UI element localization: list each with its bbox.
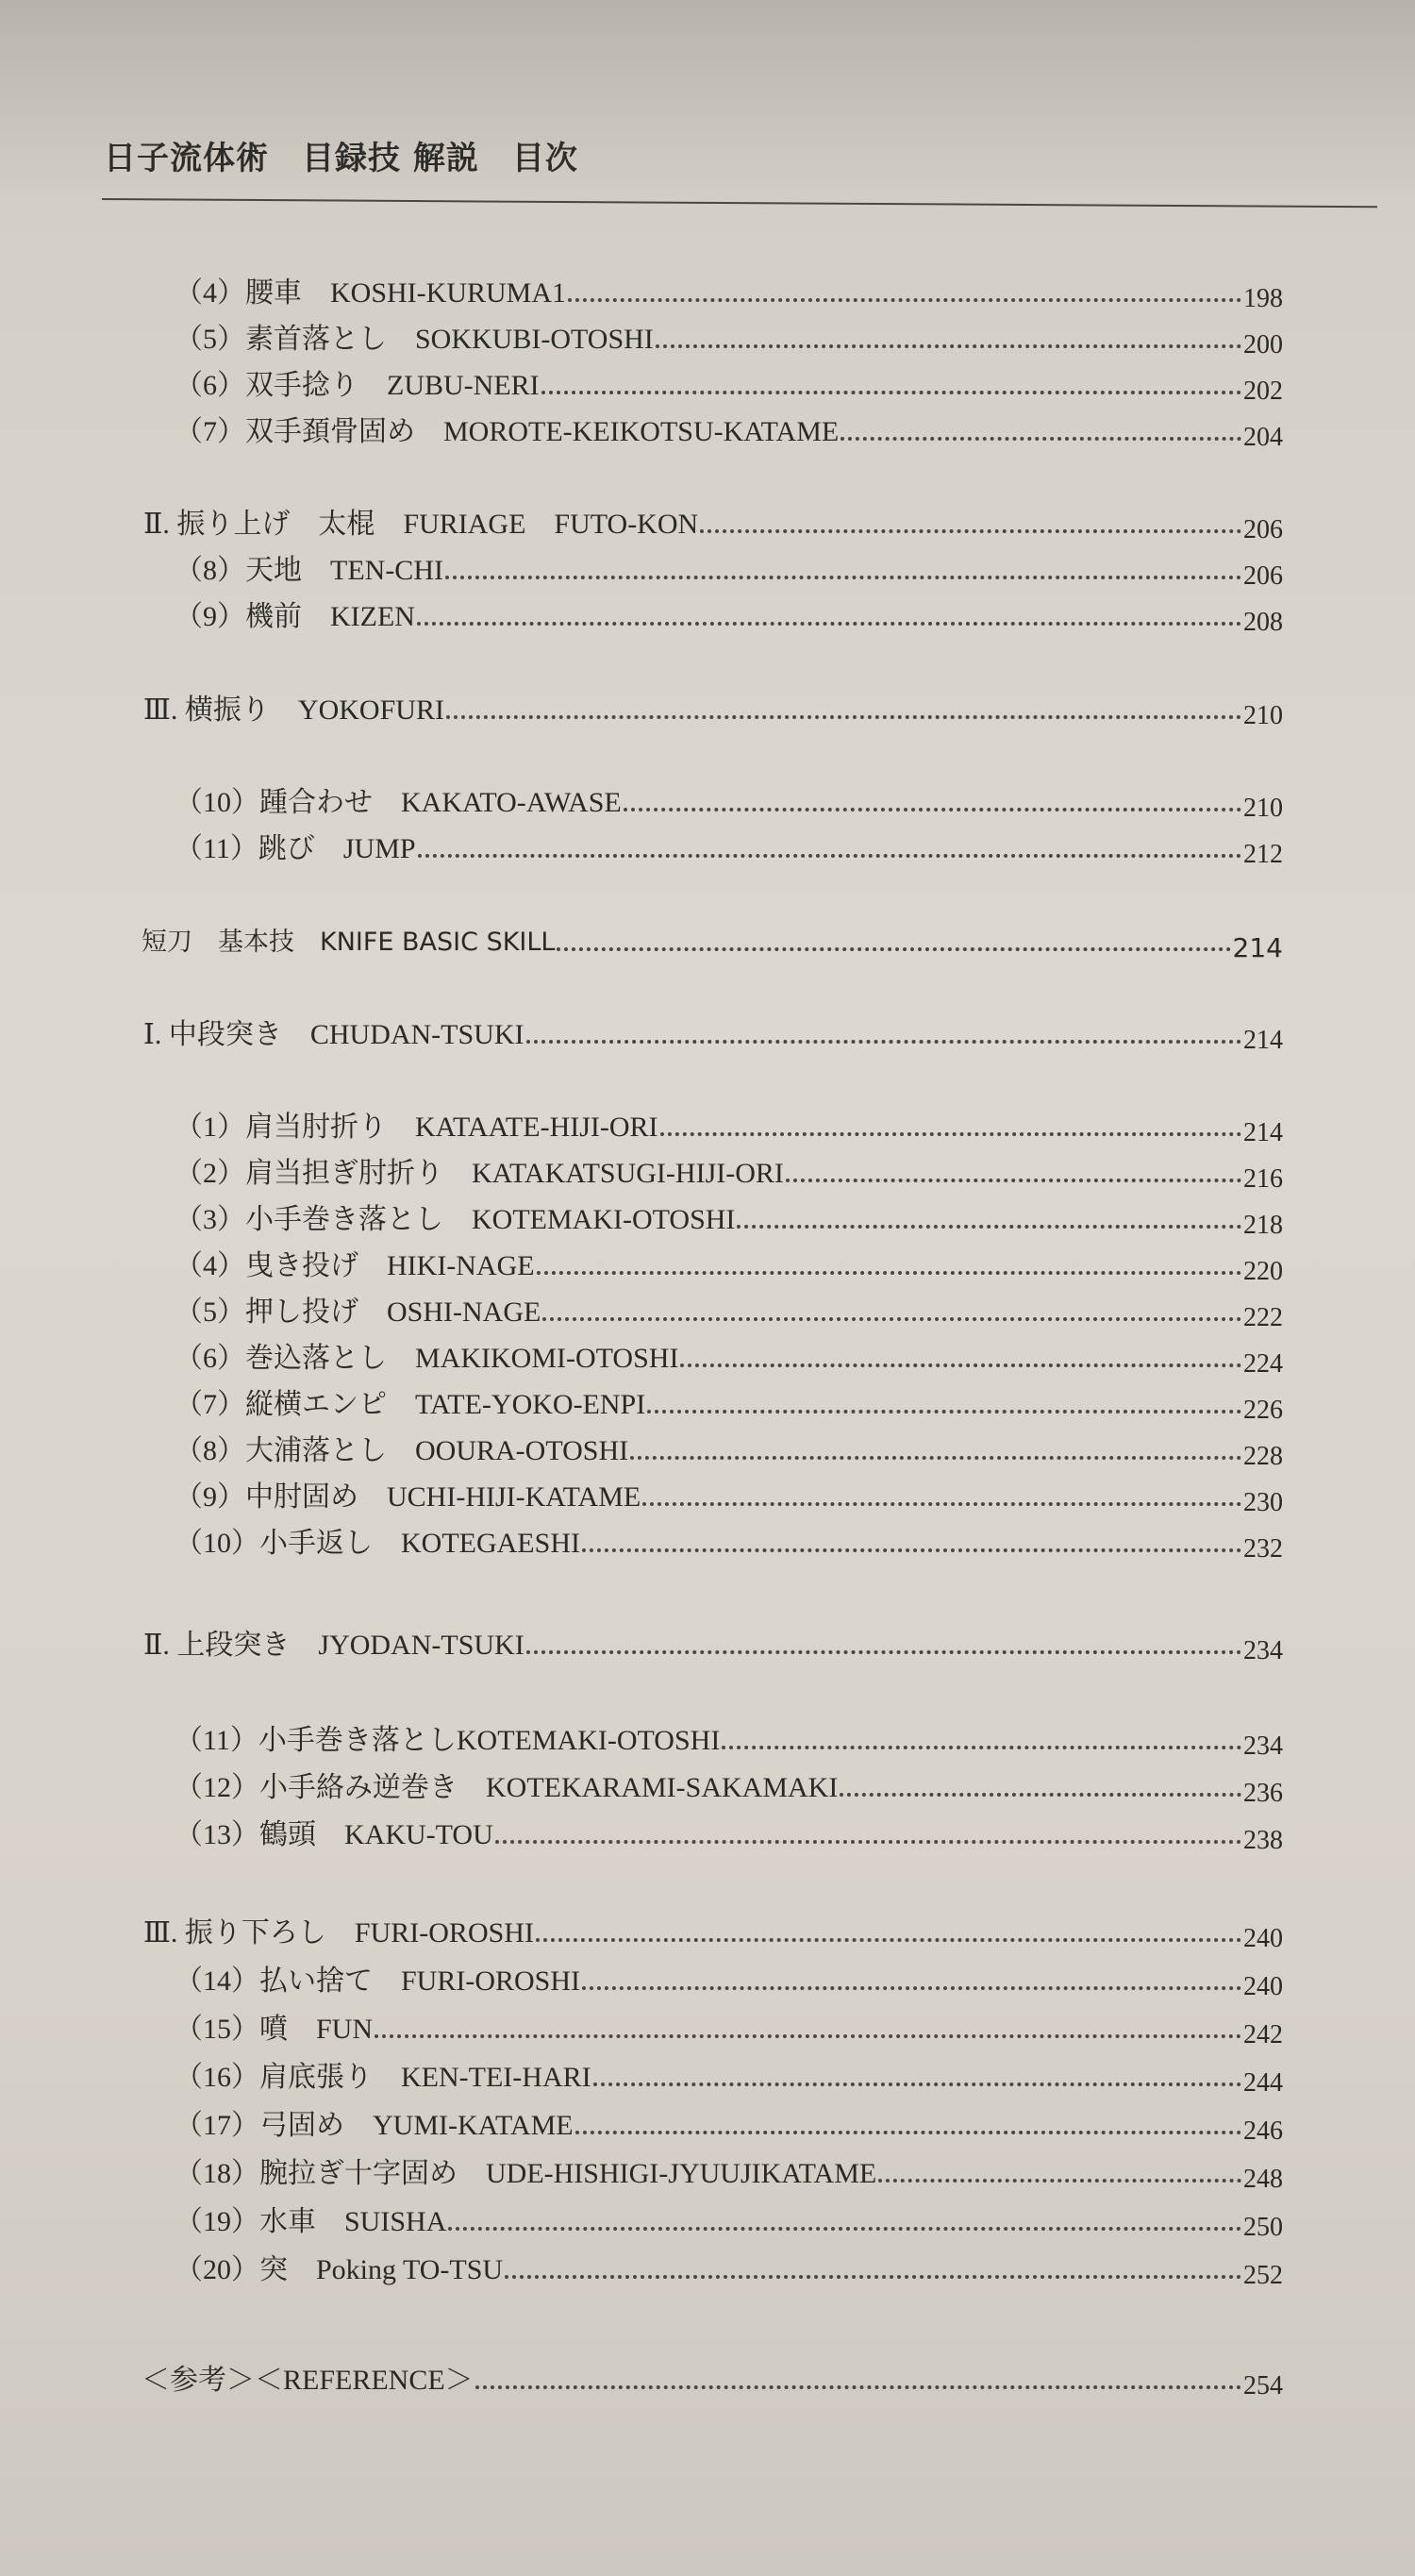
leader-dots bbox=[786, 1179, 1241, 1182]
toc-entry bbox=[175, 553, 1283, 589]
toc-entry-label: （3）小手巻き落とし KOTEMAKI-OTOSHI bbox=[175, 1204, 736, 1235]
toc-section-label: Ⅱ. 上段突き JYODAN-TSUKI bbox=[143, 1630, 524, 1661]
toc-entry-label: （1）肩当肘折り KATAATE-HIJI-ORI bbox=[175, 1112, 658, 1143]
leader-dots bbox=[575, 2131, 1241, 2134]
toc-entry bbox=[175, 1433, 1283, 1469]
leader-dots bbox=[582, 1986, 1241, 1990]
toc-entry bbox=[175, 414, 1283, 450]
leader-dots bbox=[647, 1410, 1241, 1413]
toc-section-label: Ⅰ. 中段突き CHUDAN-TSUKI bbox=[143, 1019, 524, 1050]
toc-entry bbox=[175, 1817, 1283, 1853]
toc-entry-page: 234 bbox=[1243, 1636, 1283, 1665]
toc-entry bbox=[175, 1202, 1283, 1238]
toc-entry bbox=[175, 322, 1283, 358]
toc-entry-page: 206 bbox=[1243, 561, 1283, 591]
toc-entry bbox=[175, 2012, 1283, 2048]
toc-entry-page: 214 bbox=[1243, 1118, 1283, 1147]
toc-entry bbox=[175, 1248, 1283, 1284]
toc-entry bbox=[175, 1341, 1283, 1377]
leader-dots bbox=[526, 1040, 1241, 1044]
leader-dots bbox=[448, 2227, 1241, 2231]
toc-entry-page: 244 bbox=[1243, 2068, 1283, 2098]
toc-section bbox=[143, 1628, 1283, 1664]
leader-dots bbox=[568, 298, 1241, 302]
leader-dots bbox=[630, 1456, 1241, 1460]
toc-entry-page: 252 bbox=[1243, 2261, 1283, 2290]
toc-entry-label: （7）双手頚骨固め MOROTE-KEIKOTSU-KATAME bbox=[175, 416, 840, 447]
toc-entry-label: （5）素首落とし SOKKUBI-OTOSHI bbox=[175, 324, 654, 355]
toc-entry bbox=[175, 276, 1283, 311]
toc-entry-label: （12）小手絡み逆巻き KOTEKARAMI-SAKAMAKI bbox=[175, 1772, 839, 1803]
toc-entry-page: 210 bbox=[1243, 701, 1283, 730]
toc-entry bbox=[175, 1770, 1283, 1806]
toc-entry-page: 238 bbox=[1243, 1826, 1283, 1855]
toc-entry-page: 202 bbox=[1243, 376, 1283, 406]
toc-entry-page: 210 bbox=[1243, 794, 1283, 823]
toc-entry-page: 228 bbox=[1243, 1442, 1283, 1471]
leader-dots bbox=[737, 1225, 1241, 1229]
leader-dots bbox=[375, 2034, 1241, 2038]
toc-entry-page: 240 bbox=[1243, 1924, 1283, 1953]
leader-dots bbox=[680, 1363, 1241, 1367]
toc-entry-label: （7）縦横エンピ TATE-YOKO-ENPI bbox=[175, 1389, 646, 1420]
toc-entry-page: 242 bbox=[1243, 2020, 1283, 2049]
toc-entry-page: 214 bbox=[1243, 1026, 1283, 1055]
leader-dots bbox=[557, 947, 1230, 951]
toc-entry bbox=[175, 1964, 1283, 1999]
toc-entry-page: 212 bbox=[1243, 840, 1283, 869]
leader-dots bbox=[541, 391, 1241, 394]
toc-entry-page: 208 bbox=[1243, 608, 1283, 637]
toc-reference-label: ＜参考＞＜REFERENCE＞ bbox=[142, 2365, 474, 2396]
page-header-title: 日子流体術 目録技 解説 目次 bbox=[104, 140, 578, 177]
leader-dots bbox=[722, 1746, 1241, 1749]
toc-entry-label: （6）巻込落とし MAKIKOMI-OTOSHI bbox=[175, 1343, 679, 1374]
toc-entry bbox=[175, 599, 1283, 635]
toc-entry-page: 222 bbox=[1243, 1303, 1283, 1332]
toc-entry-label: （9）機前 KIZEN bbox=[175, 601, 415, 632]
leader-dots bbox=[582, 1548, 1241, 1552]
toc-entry-page: 216 bbox=[1243, 1164, 1283, 1194]
toc-entry-label: （4）曳き投げ HIKI-NAGE bbox=[175, 1250, 535, 1281]
toc-entry-label: （11）跳び JUMP bbox=[175, 833, 416, 864]
leader-dots bbox=[537, 1271, 1241, 1275]
leader-dots bbox=[446, 715, 1241, 719]
toc-entry-page: 250 bbox=[1243, 2213, 1283, 2242]
toc-section-label: Ⅱ. 振り上げ 太棍 FURIAGE FUTO-KON bbox=[143, 509, 699, 540]
toc-entry-label: （8）天地 TEN-CHI bbox=[175, 555, 443, 586]
toc-section-label: Ⅲ. 振り下ろし FURI-OROSHI bbox=[143, 1917, 534, 1949]
leader-dots bbox=[445, 576, 1241, 579]
toc-chapter bbox=[142, 925, 1283, 961]
toc-entry-page: 230 bbox=[1243, 1488, 1283, 1517]
leader-dots bbox=[878, 2179, 1241, 2183]
toc-entry-label: （5）押し投げ OSHI-NAGE bbox=[175, 1296, 541, 1328]
toc-entry-label: （4）腰車 KOSHI-KURUMA1 bbox=[175, 277, 567, 309]
toc-entry-label: （19）水車 SUISHA bbox=[175, 2206, 447, 2237]
toc-entry-label: （17）弓固め YUMI-KATAME bbox=[175, 2110, 574, 2141]
toc-entry bbox=[175, 831, 1283, 867]
toc-section bbox=[143, 1017, 1283, 1053]
leader-dots bbox=[526, 1650, 1241, 1654]
toc-reference bbox=[142, 2363, 1283, 2399]
toc-section bbox=[143, 507, 1283, 543]
toc-entry-page: 198 bbox=[1243, 284, 1283, 313]
toc-entry-page: 240 bbox=[1243, 1972, 1283, 2001]
toc-entry-page: 254 bbox=[1243, 2371, 1283, 2400]
header-rule bbox=[102, 198, 1377, 208]
toc-entry-label: （6）双手捻り ZUBU-NERI bbox=[175, 370, 540, 401]
toc-entry-page: 200 bbox=[1243, 330, 1283, 360]
toc-entry bbox=[175, 785, 1283, 821]
leader-dots bbox=[542, 1317, 1241, 1321]
toc-entry-label: （11）小手巻き落としKOTEMAKI-OTOSHI bbox=[175, 1725, 721, 1756]
toc-entry bbox=[175, 1110, 1283, 1146]
toc-entry-label: （9）中肘固め UCHI-HIJI-KATAME bbox=[175, 1481, 641, 1513]
toc-entry bbox=[175, 1295, 1283, 1330]
leader-dots bbox=[624, 808, 1241, 811]
toc-entry-page: 220 bbox=[1243, 1257, 1283, 1286]
toc-entry-label: （10）踵合わせ KAKATO-AWASE bbox=[175, 787, 622, 818]
toc-entry bbox=[175, 1480, 1283, 1515]
toc-entry-page: 232 bbox=[1243, 1534, 1283, 1564]
leader-dots bbox=[536, 1938, 1241, 1942]
toc-entry bbox=[175, 2060, 1283, 2096]
toc-entry-page: 218 bbox=[1243, 1211, 1283, 1240]
toc-entry-page: 236 bbox=[1243, 1779, 1283, 1808]
toc-entry bbox=[175, 2204, 1283, 2240]
leader-dots bbox=[840, 1793, 1241, 1797]
toc-entry-page: 246 bbox=[1243, 2116, 1283, 2146]
leader-dots bbox=[660, 1132, 1241, 1136]
leader-dots bbox=[642, 1502, 1241, 1506]
toc-entry bbox=[175, 1723, 1283, 1759]
leader-dots bbox=[656, 344, 1241, 348]
toc-section bbox=[143, 1915, 1283, 1951]
toc-entry-page: 214 bbox=[1232, 932, 1283, 963]
leader-dots bbox=[417, 622, 1241, 626]
leader-dots bbox=[505, 2275, 1241, 2279]
toc-entry-label: （2）肩当担ぎ肘折り KATAKATSUGI-HIJI-ORI bbox=[175, 1158, 784, 1189]
toc-entry bbox=[175, 1387, 1283, 1423]
toc-chapter-label: 短刀 基本技 KNIFE BASIC SKILL bbox=[142, 928, 556, 957]
leader-dots bbox=[418, 854, 1241, 858]
toc-entry-page: 204 bbox=[1243, 423, 1283, 452]
leader-dots bbox=[495, 1840, 1241, 1844]
toc-entry bbox=[175, 1526, 1283, 1562]
toc-entry-label: （14）払い捨て FURI-OROSHI bbox=[175, 1965, 581, 1997]
toc-entry-page: 234 bbox=[1243, 1731, 1283, 1761]
toc-entry bbox=[175, 368, 1283, 404]
toc-section-label: Ⅲ. 横振り YOKOFURI bbox=[143, 694, 444, 726]
toc-entry bbox=[175, 1156, 1283, 1192]
toc-entry-label: （15）噴 FUN bbox=[175, 2014, 374, 2045]
leader-dots bbox=[475, 2385, 1241, 2389]
toc-entry bbox=[175, 2156, 1283, 2192]
toc-entry-page: 224 bbox=[1243, 1349, 1283, 1379]
toc-entry-label: （18）腕拉ぎ十字固め UDE-HISHIGI-JYUUJIKATAME bbox=[175, 2158, 877, 2189]
toc-entry bbox=[175, 2108, 1283, 2144]
toc-entry bbox=[175, 2252, 1283, 2288]
toc-entry-label: （16）肩底張り KEN-TEI-HARI bbox=[175, 2062, 591, 2093]
toc-entry-page: 226 bbox=[1243, 1396, 1283, 1425]
toc-entry-label: （20）突 Poking TO-TSU bbox=[175, 2254, 504, 2285]
leader-dots bbox=[841, 437, 1241, 441]
toc-entry-page: 206 bbox=[1243, 515, 1283, 544]
toc-entry-label: （8）大浦落とし OOURA-OTOSHI bbox=[175, 1435, 629, 1466]
toc-section bbox=[143, 693, 1283, 728]
toc-entry-label: （13）鶴頭 KAKU-TOU bbox=[175, 1819, 493, 1850]
leader-dots bbox=[700, 529, 1241, 533]
toc-entry-label: （10）小手返し KOTEGAESHI bbox=[175, 1528, 580, 1559]
toc-entry-page: 248 bbox=[1243, 2165, 1283, 2194]
leader-dots bbox=[593, 2083, 1241, 2086]
